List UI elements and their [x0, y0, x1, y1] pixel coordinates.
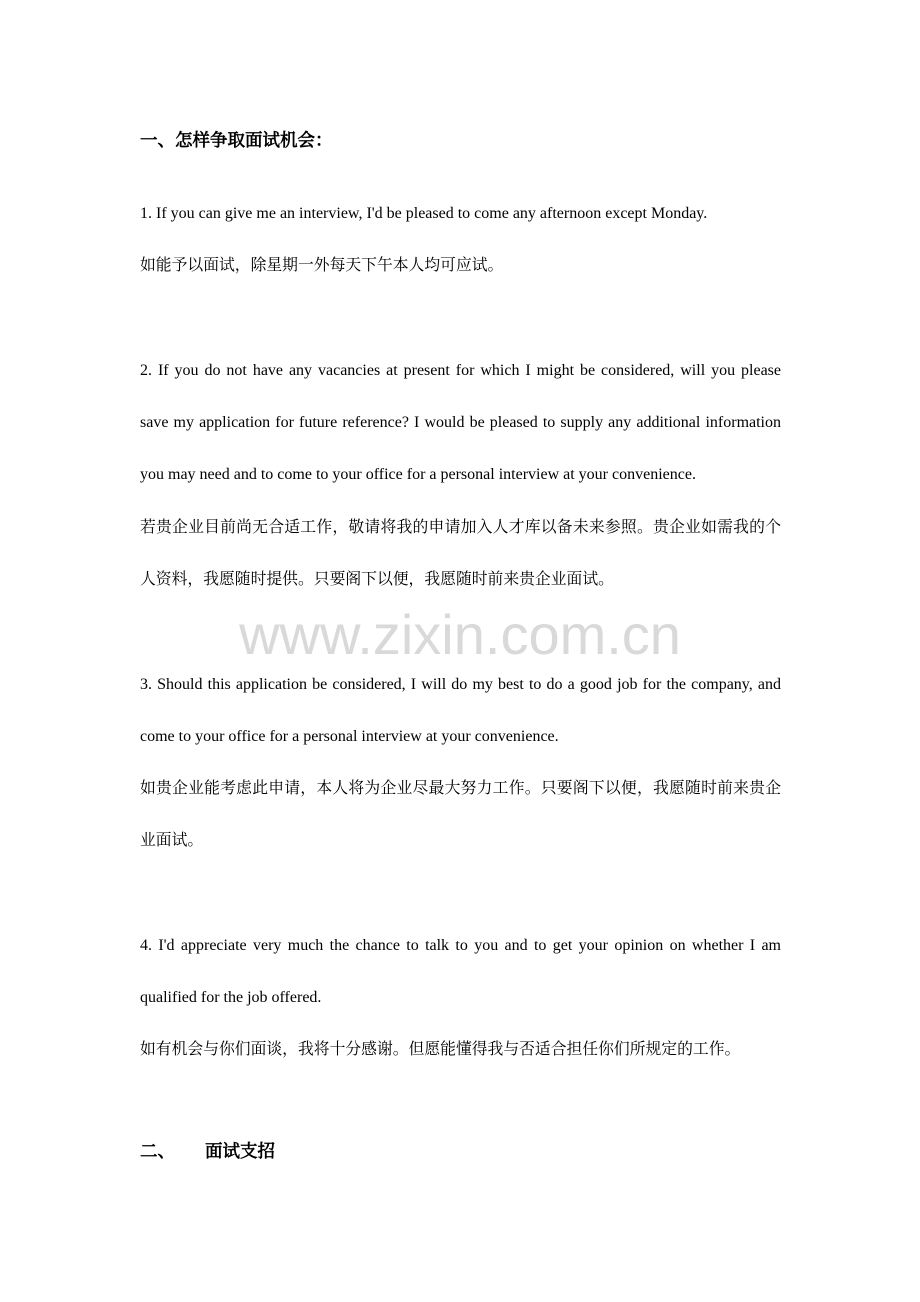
item-4-en-line-1: 4. I'd appreciate very much the chance to talk to you and to get your opinion on whether I am — [140, 937, 781, 954]
section-2-number: 二、 — [140, 1141, 175, 1161]
item-1-en-line-1: 1. If you can give me an interview, I'd be pleased to come any afternoon except Monday. — [140, 205, 708, 222]
item-2-en-line-3: you may need and to come to your office for a personal interview at your convenience. — [140, 466, 696, 483]
item-2-zh-line-1: 若贵企业目前尚无合适工作，敬请将我的申请加入人才库以备未来参照。贵企业如需我的个 — [140, 519, 781, 536]
item-3-zh-line-1: 如贵企业能考虑此申请，本人将为企业尽最大努力工作。只要阁下以便，我愿随时前来贵企 — [140, 780, 781, 797]
item-3-en-line-2: come to your office for a personal interview at your convenience. — [140, 728, 559, 745]
item-3-en-line-1: 3. Should this application be considered, I will do my best to do a good job for the company, and — [140, 676, 781, 693]
item-3-zh-line-2: 业面试。 — [140, 832, 204, 849]
item-1-zh-line-1: 如能予以面试，除星期一外每天下午本人均可应试。 — [140, 257, 504, 274]
watermark: www.zixin.com.cn — [239, 603, 681, 666]
section-2-heading: 面试支招 — [205, 1141, 275, 1161]
item-4-en-line-2: qualified for the job offered. — [140, 989, 322, 1006]
item-4-zh-line-1: 如有机会与你们面谈，我将十分感谢。但愿能懂得我与否适合担任你们所规定的工作。 — [140, 1041, 741, 1058]
item-2-en-line-2: save my application for future reference? I would be pleased to supply any additional information — [140, 414, 781, 431]
section-1-heading: 一、怎样争取面试机会： — [140, 130, 333, 150]
item-2-en-line-1: 2. If you do not have any vacancies at present for which I might be considered, will you please — [140, 362, 781, 379]
item-2-zh-line-2: 人资料，我愿随时提供。只要阁下以便，我愿随时前来贵企业面试。 — [140, 571, 614, 588]
